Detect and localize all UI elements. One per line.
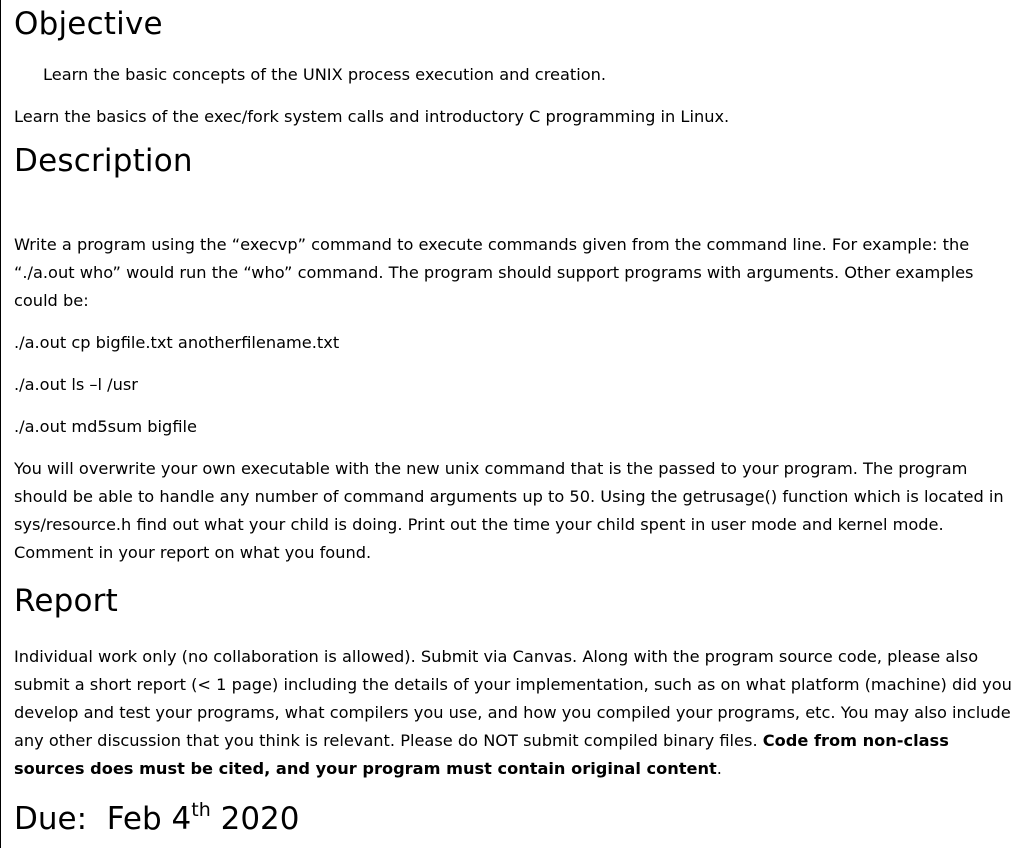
description-intro: Write a program using the “execvp” command to execute commands given from the command line. For example: the “./a.out who” would run the “who” command. The program should support programs with arguments. Other examples could be:: [14, 235, 974, 310]
left-border-line: [0, 0, 1, 848]
report-end-punct: .: [716, 759, 722, 778]
due-day: 4: [171, 801, 192, 837]
assignment-document: [14, 0, 1014, 839]
report-bold-note: Code from non-class sources does must be cited, and your program must contain original content: [14, 731, 949, 778]
due-month: Feb: [106, 801, 162, 837]
report-heading: Report: [14, 583, 118, 619]
due-label: Due:: [14, 801, 88, 837]
description-heading: Description: [14, 143, 193, 179]
due-year: 2020: [220, 801, 300, 837]
objective-item-2: Learn the basics of the exec/fork system calls and introductory C programming in Linux.: [14, 107, 730, 126]
report-text: Individual work only (no collaboration is allowed). Submit via Canvas. Along with the program source code, please also submit a short report (< 1 page) including the details of your implementation, such as on what platform (machine) did you develop and test your programs, what compilers you use, and how you compiled your programs, etc. You may also include any other discussion that you think is relevant. Please do NOT submit compiled binary files.: [14, 647, 1012, 750]
description-detail: You will overwrite your own executable with the new unix command that is the passed to your program. The program should be able to handle any number of command arguments up to 50. Using the getrusage() function which is located in sys/resource.h find out what your child is doing. Print out the time your child spent in user mode and kernel mode. Comment in your report on what you found.: [14, 459, 1004, 562]
objective-heading: Objective: [14, 6, 163, 42]
example-command-3: ./a.out md5sum bigfile: [14, 417, 197, 436]
due-date: [14, 799, 1014, 839]
report-body: [14, 643, 1014, 783]
example-command-2: ./a.out ls –l /usr: [14, 375, 138, 394]
objective-item-1: Learn the basic concepts of the UNIX process execution and creation.: [43, 65, 607, 84]
example-command-1: ./a.out cp bigfile.txt anotherfilename.txt: [14, 333, 340, 352]
due-day-suffix: th: [191, 799, 211, 821]
